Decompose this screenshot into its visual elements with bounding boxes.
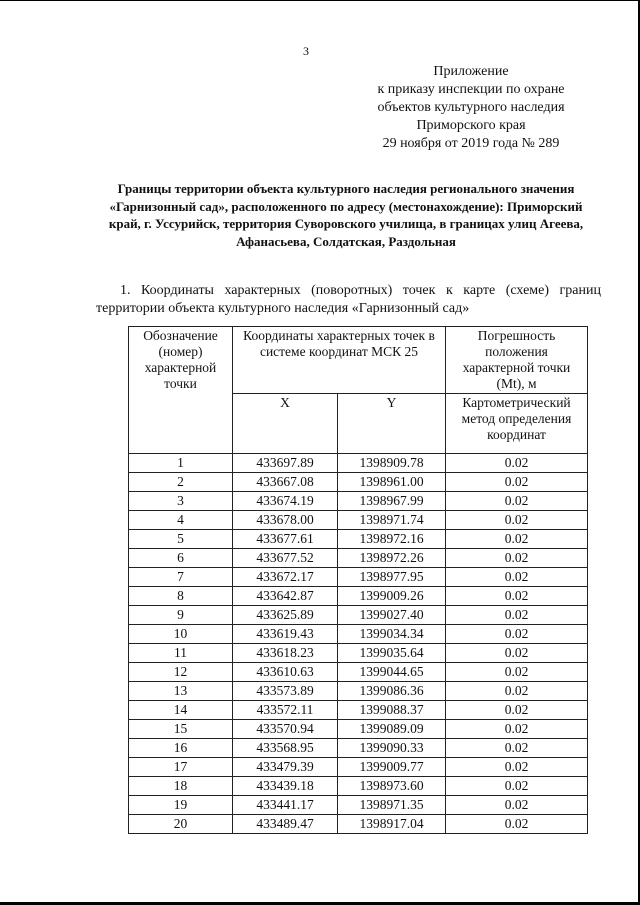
- cell-x: 433677.61: [233, 530, 338, 549]
- cell-point-number: 15: [129, 720, 233, 739]
- cell-y: 1399088.37: [338, 701, 446, 720]
- cell-accuracy: 0.02: [446, 739, 588, 758]
- cell-x: 433441.17: [233, 796, 338, 815]
- cell-y: 1399090.33: [338, 739, 446, 758]
- cell-point-number: 3: [129, 492, 233, 511]
- cell-accuracy: 0.02: [446, 568, 588, 587]
- page-number: 3: [303, 44, 309, 58]
- table-row: [129, 777, 588, 796]
- table-row: [129, 758, 588, 777]
- cell-accuracy: 0.02: [446, 815, 588, 834]
- table-row: [129, 568, 588, 587]
- cell-y: 1398972.16: [338, 530, 446, 549]
- cell-x: 433618.23: [233, 644, 338, 663]
- table-row: [129, 625, 588, 644]
- cell-y: 1398971.74: [338, 511, 446, 530]
- table-row: [129, 701, 588, 720]
- cell-accuracy: 0.02: [446, 663, 588, 682]
- table-row: [129, 663, 588, 682]
- appendix-line: Приложение: [433, 64, 509, 79]
- cell-point-number: 6: [129, 549, 233, 568]
- cell-y: 1398961.00: [338, 473, 446, 492]
- cell-x: 433570.94: [233, 720, 338, 739]
- cell-accuracy: 0.02: [446, 644, 588, 663]
- cell-y: 1399027.40: [338, 606, 446, 625]
- cell-point-number: 1: [129, 454, 233, 473]
- cell-x: 433439.18: [233, 777, 338, 796]
- cell-accuracy: 0.02: [446, 454, 588, 473]
- table-row: [129, 644, 588, 663]
- cell-x: 433572.11: [233, 701, 338, 720]
- cell-y: 1399086.36: [338, 682, 446, 701]
- table-row: [129, 739, 588, 758]
- cell-y: 1398917.04: [338, 815, 446, 834]
- section-1-heading: 1. Координаты характерных (поворотных) точек к карте (схеме) границ территории объекта культурного наследия «Гарнизонный сад»: [96, 283, 601, 316]
- scan-top-border: [0, 0, 640, 1]
- coordinates-table: [128, 326, 588, 834]
- cell-accuracy: 0.02: [446, 587, 588, 606]
- cell-accuracy: 0.02: [446, 530, 588, 549]
- table-row: [129, 473, 588, 492]
- cell-point-number: 4: [129, 511, 233, 530]
- cell-y: 1398967.99: [338, 492, 446, 511]
- cell-y: 1399035.64: [338, 644, 446, 663]
- cell-x: 433674.19: [233, 492, 338, 511]
- table-row: [129, 454, 588, 473]
- cell-y: 1398973.60: [338, 777, 446, 796]
- cell-y: 1399009.26: [338, 587, 446, 606]
- cell-point-number: 13: [129, 682, 233, 701]
- cell-accuracy: 0.02: [446, 606, 588, 625]
- header-method: Картометрический метод определения координат: [446, 394, 588, 454]
- header-accuracy: Погрешность положения характерной точки (Mt), м: [446, 327, 588, 394]
- cell-x: 433677.52: [233, 549, 338, 568]
- cell-accuracy: 0.02: [446, 777, 588, 796]
- cell-point-number: 9: [129, 606, 233, 625]
- header-designation: Обозначение (номер) характерной точки: [129, 327, 233, 454]
- cell-accuracy: 0.02: [446, 758, 588, 777]
- cell-point-number: 17: [129, 758, 233, 777]
- appendix-line: Приморского края: [416, 118, 526, 133]
- cell-x: 433672.17: [233, 568, 338, 587]
- cell-accuracy: 0.02: [446, 549, 588, 568]
- cell-y: 1398909.78: [338, 454, 446, 473]
- cell-point-number: 5: [129, 530, 233, 549]
- cell-x: 433573.89: [233, 682, 338, 701]
- cell-x: 433479.39: [233, 758, 338, 777]
- cell-x: 433697.89: [233, 454, 338, 473]
- table-row: [129, 587, 588, 606]
- cell-point-number: 19: [129, 796, 233, 815]
- cell-accuracy: 0.02: [446, 796, 588, 815]
- cell-accuracy: 0.02: [446, 511, 588, 530]
- table-row: [129, 682, 588, 701]
- cell-x: 433568.95: [233, 739, 338, 758]
- cell-y: 1399009.77: [338, 758, 446, 777]
- cell-accuracy: 0.02: [446, 701, 588, 720]
- cell-point-number: 2: [129, 473, 233, 492]
- table-row: [129, 720, 588, 739]
- document-title: Границы территории объекта культурного наследия регионального значения «Гарнизонный сад», расположенного по адресу (местонахождение): Приморский край, г. Уссурийск, территория Суворовского училища, в границах улиц Агеева, Афанасьева, Солдатская, Раздольная: [108, 181, 584, 249]
- table-row: [129, 549, 588, 568]
- header-coordinates: Координаты характерных точек в системе координат МСК 25: [233, 327, 446, 394]
- cell-accuracy: 0.02: [446, 625, 588, 644]
- header-x: X: [233, 394, 338, 454]
- table-row: [129, 530, 588, 549]
- cell-accuracy: 0.02: [446, 473, 588, 492]
- cell-point-number: 18: [129, 777, 233, 796]
- cell-x: 433619.43: [233, 625, 338, 644]
- cell-point-number: 8: [129, 587, 233, 606]
- cell-y: 1398977.95: [338, 568, 446, 587]
- cell-point-number: 12: [129, 663, 233, 682]
- cell-point-number: 14: [129, 701, 233, 720]
- appendix-line: 29 ноября от 2019 года № 289: [382, 136, 560, 151]
- table-row: [129, 796, 588, 815]
- table-row: [129, 815, 588, 834]
- header-y: Y: [338, 394, 446, 454]
- table-row: [129, 606, 588, 625]
- cell-x: 433489.47: [233, 815, 338, 834]
- cell-point-number: 20: [129, 815, 233, 834]
- cell-x: 433667.08: [233, 473, 338, 492]
- cell-x: 433678.00: [233, 511, 338, 530]
- appendix-line: объектов культурного наследия: [377, 100, 565, 115]
- cell-accuracy: 0.02: [446, 720, 588, 739]
- cell-y: 1398971.35: [338, 796, 446, 815]
- cell-y: 1398972.26: [338, 549, 446, 568]
- cell-x: 433610.63: [233, 663, 338, 682]
- table-row: [129, 492, 588, 511]
- cell-point-number: 16: [129, 739, 233, 758]
- cell-accuracy: 0.02: [446, 682, 588, 701]
- cell-x: 433625.89: [233, 606, 338, 625]
- cell-point-number: 10: [129, 625, 233, 644]
- cell-point-number: 11: [129, 644, 233, 663]
- cell-y: 1399044.65: [338, 663, 446, 682]
- cell-accuracy: 0.02: [446, 492, 588, 511]
- table-row: [129, 511, 588, 530]
- cell-x: 433642.87: [233, 587, 338, 606]
- appendix-block: [355, 63, 587, 153]
- cell-y: 1399034.34: [338, 625, 446, 644]
- cell-point-number: 7: [129, 568, 233, 587]
- cell-y: 1399089.09: [338, 720, 446, 739]
- appendix-line: к приказу инспекции по охране: [377, 82, 565, 97]
